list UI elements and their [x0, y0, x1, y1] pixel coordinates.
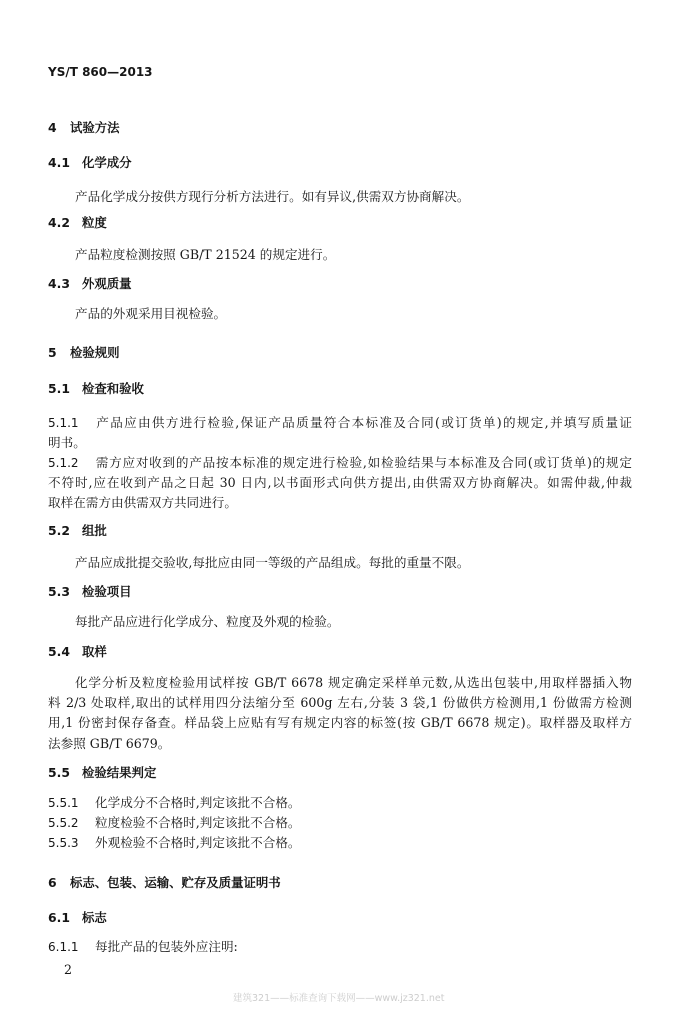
section-title: 标志、包装、运输、贮存及质量证明书 [70, 875, 281, 890]
standard-code-header: YS/T 860—2013 [48, 65, 153, 79]
section-5-2-text: 产品应成批提交验收,每批应由同一等级的产品组成。每批的重量不限。 [75, 555, 470, 570]
section-5-1-heading [48, 379, 144, 399]
clause-number: 6.1.1 [48, 940, 79, 954]
clause-number: 5.5.3 [48, 836, 79, 850]
section-number: 4.3 [48, 276, 70, 291]
clause-5-1-1-line-1 [48, 413, 632, 433]
section-title: 检验结果判定 [82, 765, 157, 780]
section-title: 检验项目 [82, 584, 132, 599]
section-4-3-text: 产品的外观采用目视检验。 [75, 306, 227, 321]
section-number: 5.1 [48, 381, 70, 396]
section-number: 4.2 [48, 215, 70, 230]
clause-6-1-1 [48, 937, 238, 957]
watermark-text: 建筑321——标准查询下载网——www.jz321.net [233, 993, 445, 1004]
clause-5-1-2-line-3: 取样在需方由供需双方共同进行。 [48, 495, 237, 510]
section-number: 5.4 [48, 644, 70, 659]
section-title: 检查和验收 [82, 381, 144, 396]
section-title: 外观质量 [82, 276, 132, 291]
section-5-5-heading [48, 763, 156, 783]
section-title: 标志 [82, 910, 107, 925]
section-5-heading [48, 343, 120, 363]
section-5-3-text: 每批产品应进行化学成分、粒度及外观的检验。 [75, 614, 340, 629]
section-4-1-text: 产品化学成分按供方现行分析方法进行。如有异议,供需双方协商解决。 [75, 189, 470, 204]
section-5-2-heading [48, 521, 107, 541]
section-4-2-heading [48, 213, 107, 233]
clause-number: 5.5.1 [48, 796, 79, 810]
section-4-heading [48, 118, 120, 138]
section-5-4-heading [48, 642, 107, 662]
section-4-3-heading [48, 274, 132, 294]
section-6-heading [48, 873, 281, 893]
section-number: 5.2 [48, 523, 70, 538]
section-5-3-heading [48, 582, 132, 602]
clause-5-5-1 [48, 793, 301, 813]
clause-text: 粒度检验不合格时,判定该批不合格。 [95, 815, 301, 830]
clause-text: 化学成分不合格时,判定该批不合格。 [95, 795, 301, 810]
section-number: 5 [48, 345, 57, 360]
section-6-1-heading [48, 908, 107, 928]
section-5-4-line-2: 料 2/3 处取样,取出的试样用四分法缩分至 600g 左右,分装 3 袋,1 份做供方检测用,1 份做需方检测 [48, 695, 632, 710]
section-5-4-line-1: 化学分析及粒度检验用试样按 GB/T 6678 规定确定采样单元数,从选出包装中,用取样器插入物 [75, 675, 632, 690]
section-title: 检验规则 [70, 345, 120, 360]
clause-5-1-2-line-1 [48, 453, 632, 473]
section-title: 组批 [82, 523, 107, 538]
section-title: 化学成分 [82, 155, 132, 170]
clause-text: 需方应对收到的产品按本标准的规定进行检验,如检验结果与本标准及合同(或订货单)的规定 [95, 455, 632, 470]
clause-5-5-2 [48, 813, 301, 833]
clause-number: 5.5.2 [48, 816, 79, 830]
section-4-1-heading [48, 153, 132, 173]
section-number: 6 [48, 875, 57, 890]
clause-text: 外观检验不合格时,判定该批不合格。 [95, 835, 301, 850]
section-number: 4 [48, 120, 57, 135]
clause-text: 每批产品的包装外应注明: [95, 939, 238, 954]
clause-text: 产品应由供方进行检验,保证产品质量符合本标准及合同(或订货单)的规定,并填写质量证 [95, 415, 632, 430]
clause-number: 5.1.1 [48, 416, 79, 430]
section-title: 取样 [82, 644, 107, 659]
section-title: 试验方法 [70, 120, 120, 135]
section-number: 5.3 [48, 584, 70, 599]
section-title: 粒度 [82, 215, 107, 230]
section-number: 6.1 [48, 910, 70, 925]
clause-5-1-1-line-2: 明书。 [48, 435, 86, 450]
section-4-2-text: 产品粒度检测按照 GB/T 21524 的规定进行。 [75, 247, 336, 262]
section-number: 5.5 [48, 765, 70, 780]
section-5-4-line-4: 法参照 GB/T 6679。 [48, 736, 171, 751]
clause-number: 5.1.2 [48, 456, 79, 470]
page-number: 2 [64, 962, 73, 977]
section-5-4-line-3: 用,1 份密封保存备查。样品袋上应贴有写有规定内容的标签(按 GB/T 6678 规定)。取样器及取样方 [48, 715, 632, 730]
clause-5-5-3 [48, 833, 301, 853]
clause-5-1-2-line-2: 不符时,应在收到产品之日起 30 日内,以书面形式向供方提出,由供需双方协商解决。如需仲裁,仲裁 [48, 475, 632, 490]
section-number: 4.1 [48, 155, 70, 170]
